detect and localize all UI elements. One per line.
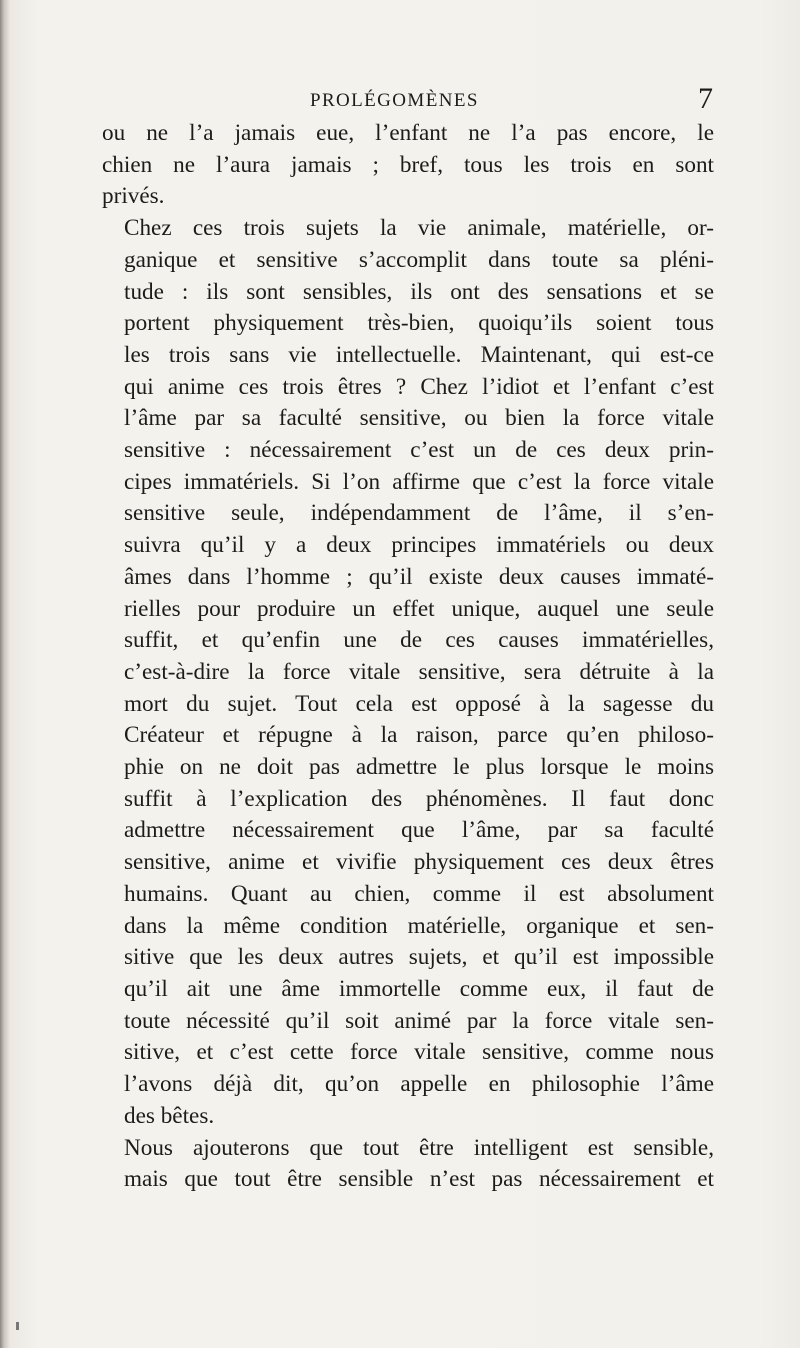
running-title: PROLÉGOMÈNES [310,90,479,111]
paragraph-2 [102,213,714,1132]
text-line: Nous ajouterons que tout être intelligent est sensible, [124,1134,714,1161]
text-line: suffit, et qu’enfin une de ces causes immatérielles, [124,627,714,654]
text-line: dans la même condition matérielle, organique et sen- [124,912,714,939]
text-line: portent physiquement très-bien, quoiqu’ils soient tous [124,310,714,337]
running-head [100,82,715,116]
body-text [102,118,714,1196]
text-line: sitive que les deux autres sujets, et qu’il est impossible [124,944,714,971]
paragraph-3 [102,1133,714,1196]
text-line: admettre nécessairement que l’âme, par sa faculté [124,817,714,844]
text-line: l’avons déjà dit, qu’on appelle en philosophie l’âme [124,1071,714,1098]
text-line: ganique et sensitive s’accomplit dans toute sa pléni- [124,246,714,273]
text-line: tude : ils sont sensibles, ils ont des sensations et se [124,278,714,305]
text-line: qui anime ces trois êtres ? Chez l’idiot et l’enfant c’est [124,373,714,400]
text-line: chien ne l’aura jamais ; bref, tous les trois en sont [102,151,714,178]
text-line: suivra qu’il y a deux principes immatériels ou deux [124,532,714,559]
text-line: phie on ne doit pas admettre le plus lorsque le moins [124,754,714,781]
text-line: des bêtes. [124,1102,215,1129]
text-line: mort du sujet. Tout cela est opposé à la sagesse du [124,690,714,717]
text-line: ou ne l’a jamais eue, l’enfant ne l’a pas encore, le [102,120,714,146]
text-line: rielles pour produire un effet unique, auquel une seule [124,595,714,622]
text-line: cipes immatériels. Si l’on affirme que c’est la force vitale [124,468,714,495]
text-line: toute nécessité qu’il soit animé par la force vitale sen- [124,1007,714,1034]
text-line: sitive, et c’est cette force vitale sensitive, comme nous [124,1039,714,1066]
text-line: Chez ces trois sujets la vie animale, matérielle, or- [124,215,714,242]
text-line: mais que tout être sensible n’est pas nécessairement et [124,1166,714,1193]
page-speck [16,1322,19,1330]
text-line: sensitive : nécessairement c’est un de ces deux prin- [124,437,714,464]
text-line: qu’il ait une âme immortelle comme eux, il faut de [124,975,714,1002]
text-line: l’âme par sa faculté sensitive, ou bien la force vitale [124,405,714,432]
paragraph-1 [102,118,714,213]
page-number: 7 [698,82,713,115]
text-line: humains. Quant au chien, comme il est absolument [124,880,714,907]
text-line: les trois sans vie intellectuelle. Maintenant, qui est-ce [124,341,714,368]
text-line: Créateur et répugne à la raison, parce qu’en philoso- [124,722,714,749]
text-line: c’est-à-dire la force vitale sensitive, sera détruite à la [124,658,714,685]
text-line: suffit à l’explication des phénomènes. Il faut donc [124,785,714,812]
text-line: âmes dans l’homme ; qu’il existe deux causes immaté- [124,563,714,590]
text-line: sensitive, anime et vivifie physiquement ces deux êtres [124,849,714,876]
text-line: privés. [102,183,165,210]
page-gutter-shadow [0,0,10,1348]
text-line: sensitive seule, indépendamment de l’âme, il s’en- [124,500,714,527]
